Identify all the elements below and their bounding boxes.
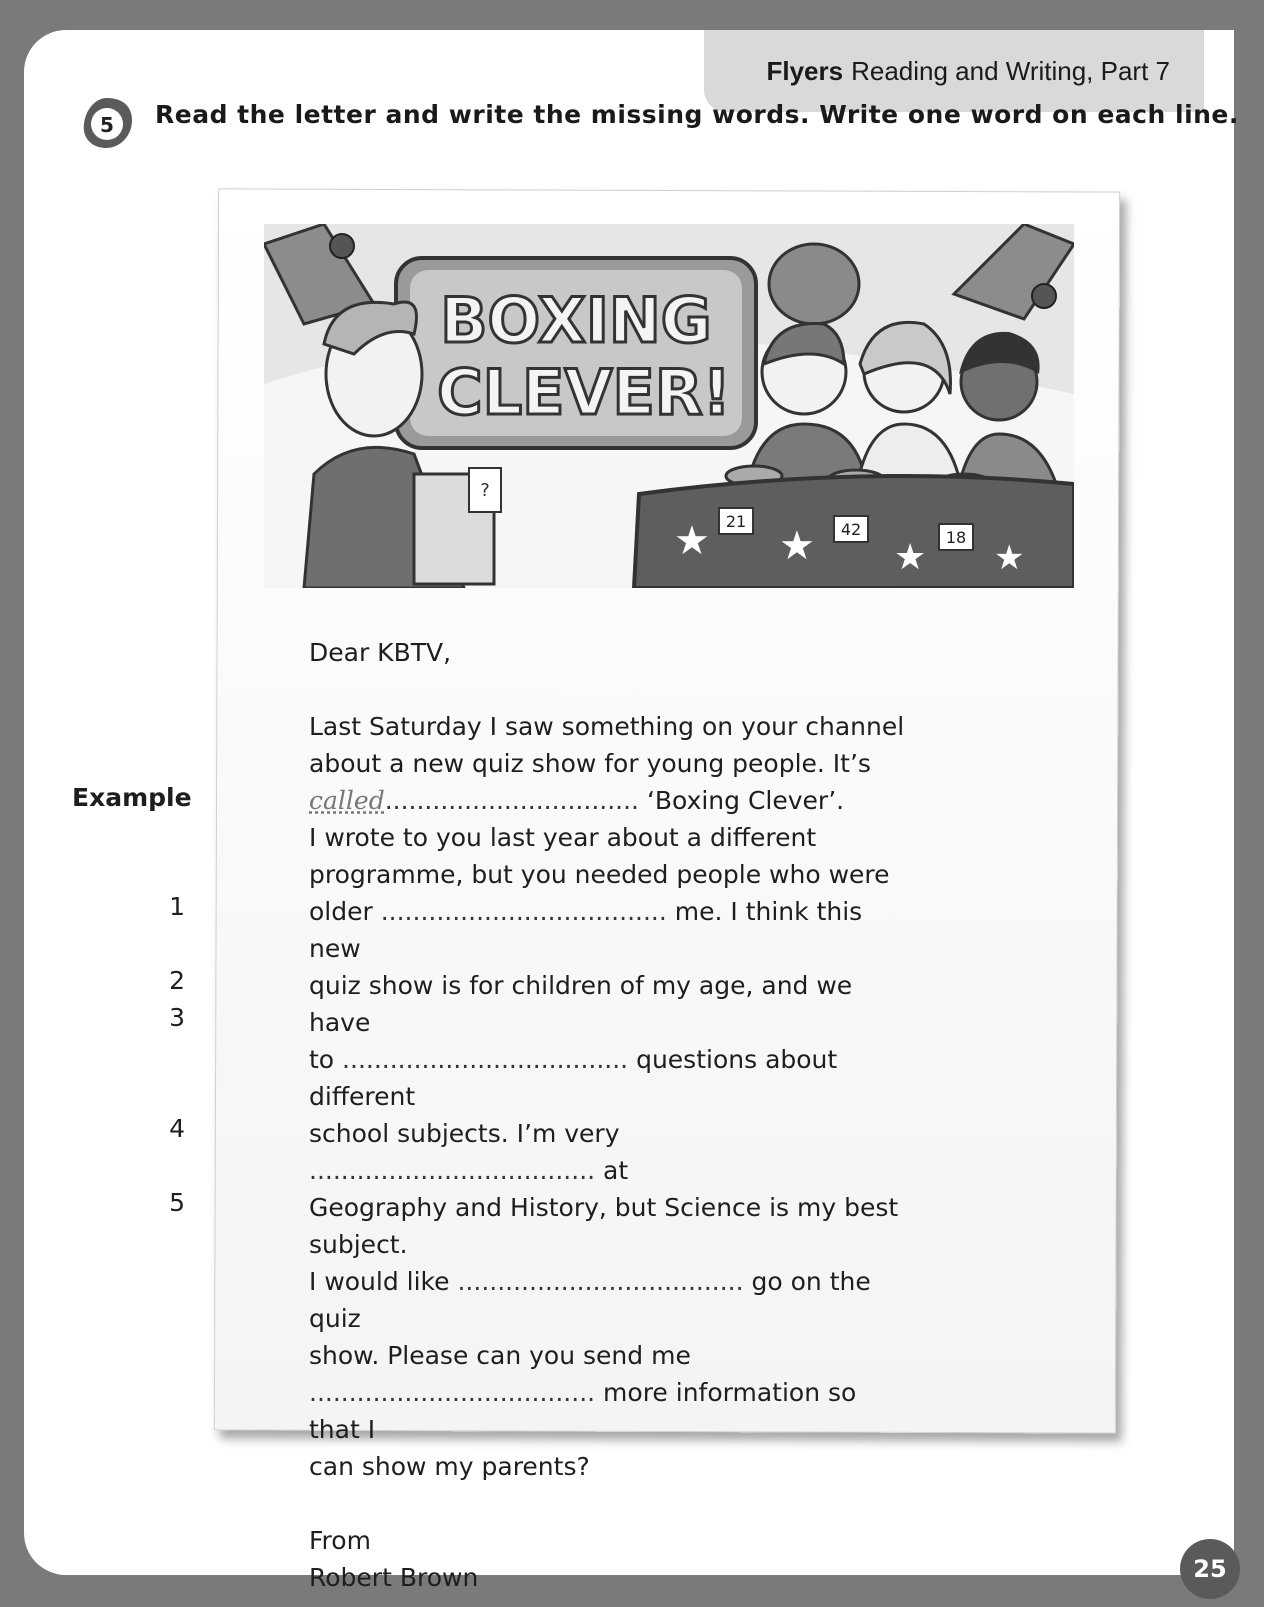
star-icon: ★ [894,537,927,578]
letter-line: can show my parents? [309,1452,590,1481]
question-card-mark: ? [480,480,490,501]
signature: Robert Brown [309,1563,479,1592]
item-number: 5 [169,1188,185,1217]
page-number: 25 [1180,1539,1240,1599]
letter-body [309,634,909,1596]
exam-name: Flyers [766,55,844,86]
star-icon: ★ [674,518,710,564]
section-name: Reading and Writing, Part 7 [851,55,1170,86]
letter-line: quiz show is for children of my age, and we have [309,971,853,1037]
boxing-glove-icon [769,244,859,324]
answer-blank-3[interactable]: .................................... [309,1156,596,1185]
letter-line: I would like .................................... go on the quiz [309,1267,871,1333]
instruction-text: Read the letter and write the missing words. Write one word on each line. [155,100,1239,129]
example-answer: called [309,786,385,815]
item-number: 1 [169,892,185,921]
letter-line: .................................... more information so that I [309,1378,857,1444]
letter-line: about a new quiz show for young people. It’s [309,749,871,778]
answer-blank-2[interactable]: .................................... [342,1045,629,1074]
letter-line: I wrote to you last year about a different [309,823,817,852]
letter-line: show. Please can you send me [309,1341,691,1370]
item-number: 2 [169,966,185,995]
sign-line-1: BOXING [440,284,712,357]
letter-line: Last Saturday I saw something on your channel [309,712,905,741]
star-icon: ★ [994,538,1025,578]
letter-line: called................................ ‘Boxing Clever’. [309,786,845,815]
sign-line-2: CLEVER! [437,356,731,429]
example-label: Example [72,783,192,812]
quiz-show-illustration [264,224,1074,588]
score-2: 42 [840,520,862,539]
item-number: 4 [169,1114,185,1143]
answer-blank-1[interactable]: .................................... [380,897,667,926]
question-number: 5 [100,113,114,137]
greeting: Dear KBTV, [309,638,452,667]
letter-line: Geography and History, but Science is my best [309,1193,899,1222]
score-3: 18 [945,528,967,547]
letter-line: to .................................... questions about different [309,1045,838,1111]
score-1: 21 [725,512,747,531]
letter-line: older .................................... me. I think this new [309,897,863,963]
answer-blank-4[interactable]: .................................... [457,1267,744,1296]
letter-line: subject. [309,1230,408,1259]
answer-blank-5[interactable]: .................................... [309,1378,596,1407]
star-icon: ★ [779,523,815,569]
letter-line: school subjects. I’m very .................................... at [309,1119,629,1185]
letter-line: programme, but you needed people who were [309,860,890,889]
example-blank: ................................ [384,786,639,815]
closing: From [309,1526,371,1555]
question-number-badge [78,94,136,152]
item-number: 3 [169,1003,185,1032]
